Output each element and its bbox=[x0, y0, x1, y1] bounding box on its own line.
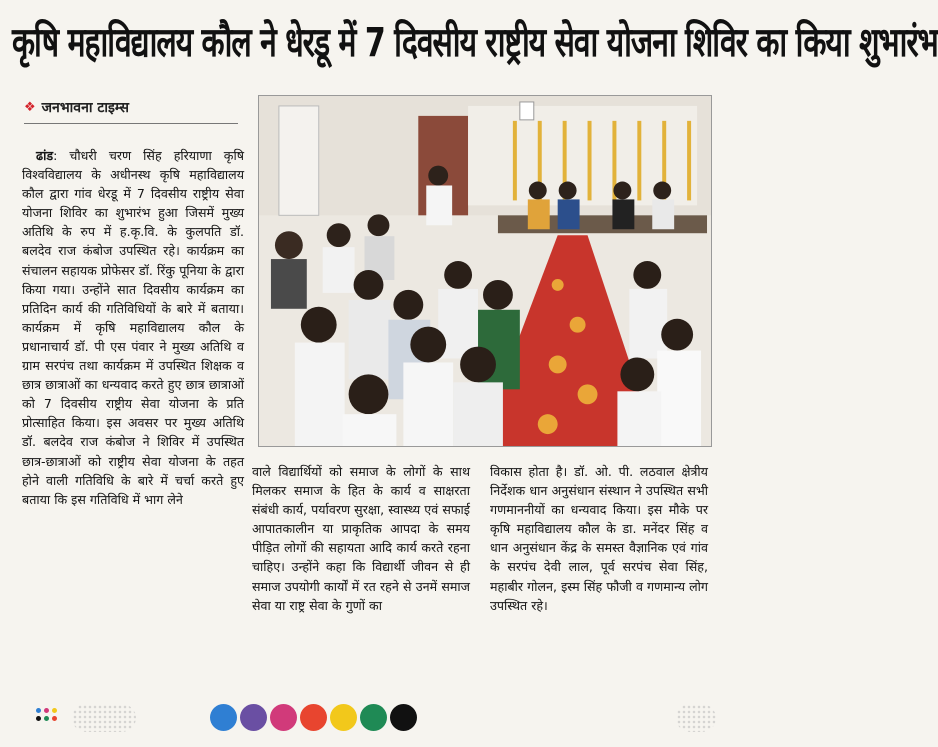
event-photo bbox=[258, 95, 712, 447]
byline-rule bbox=[24, 123, 238, 124]
swatch-black bbox=[390, 704, 417, 731]
headline: कृषि महाविद्यालय कौल ने धेरडू में 7 दिवसीय राष्ट्रीय सेवा योजना शिविर का किया शुभारंभ bbox=[12, 19, 938, 67]
article-text-1: : चौधरी चरण सिंह हरियाणा कृषि विश्वविद्यालय के अधीनस्थ कृषि महाविद्यालय कौल द्वारा गांव धेरडू में 7 दिवसीय राष्ट्रीय सेवा योजना शिविर का शुभारंभ हुआ जिसमें मुख्य अतिथि के रुप में ह.कृ.वि. के कुलपति डॉ. बलदेव राज कंबोज उपस्थित रहे। कार्यक्रम का संचालन सहायक प्रोफेसर डॉ. रिंकु पूनिया के द्वारा किया गया। उन्होंने सात दिवसीय कार्यक्रम का प्रतिदिन कार्य की गतिविधियों के बारे में बताया। कार्यक्रम में कृषि महाविद्यालय कौल के प्रधानाचार्य डॉ. पी एस पंवार ने मुख्य अतिथि व ग्राम सरपंच तथा कार्यक्रम में उपस्थित शिक्षक व छात्र छात्राओं का धन्यवाद करते हुए छात्र छात्राओं को 7 दिवसीय राष्ट्रीय सेवा योजना के प्रति प्रोत्साहित किया। इस अवसर पर मुख्य अतिथि डॉ. बलदेव राज कंबोज ने शिविर में उपस्थित छात्र-छात्राओं को राष्ट्रीय सेवा योजना के तहत होने वाली गतिविधि के बारे में चर्चा करते हुए बताया कि इस गतिविधि में भाग लेने bbox=[22, 148, 244, 507]
color-calibration-bar bbox=[210, 704, 417, 732]
halftone-patch-right bbox=[676, 704, 716, 732]
red-diamond-icon: ❖ bbox=[24, 99, 36, 115]
swatch-yellow bbox=[330, 704, 357, 731]
article-column-2: वाले विद्यार्थियों को समाज के लोगों के साथ मिलकर समाज के हित के कार्य व साक्षरता संबंधी कार्य, पर्यावरण सुरक्षा, स्वास्थ्य एवं सफाई आपातकालीन या प्राकृतिक आपदा के समय पीड़ित लोगों की सहायता आदि कार्य करते रहना चाहिए। उन्होंने कहा कि विद्यार्थी जीवन से ही समाज उपयोगी कार्यों में रत रहने से उनमें समाज सेवा या राष्ट्र सेवा के गुणों का bbox=[252, 464, 470, 613]
dateline: ढांड bbox=[36, 148, 54, 163]
swatch-blue bbox=[210, 704, 237, 731]
event-photo-illustration bbox=[259, 96, 711, 446]
halftone-patch-left bbox=[72, 704, 136, 732]
source-name: जनभावना टाइम्स bbox=[41, 99, 129, 116]
swatch-red bbox=[300, 704, 327, 731]
article-column-1 bbox=[22, 146, 244, 690]
swatch-magenta bbox=[270, 704, 297, 731]
swatch-purple bbox=[240, 704, 267, 731]
article-column-3: विकास होता है। डॉ. ओ. पी. लठवाल क्षेत्रीय निर्देशक धान अनुसंधान संस्थान ने उपस्थित सभी गणमाननीयों का धन्यवाद किया। इस मौके पर कृषि महाविद्यालय कौल के डा. मनेंदर सिंह व धान अनुसंधान केंद्र के समस्त वैज्ञानिक एवं गांव के सरपंच देवी लाल, पूर्व सरपंच सेवा सिंह, महाबीर गोलन, इस्म सिंह फौजी व गणमान्य लोग उपस्थित रहे। bbox=[490, 464, 708, 613]
swatch-green bbox=[360, 704, 387, 731]
source-byline bbox=[24, 96, 244, 118]
print-color-strip bbox=[0, 700, 720, 740]
registration-dots-icon bbox=[36, 708, 64, 724]
